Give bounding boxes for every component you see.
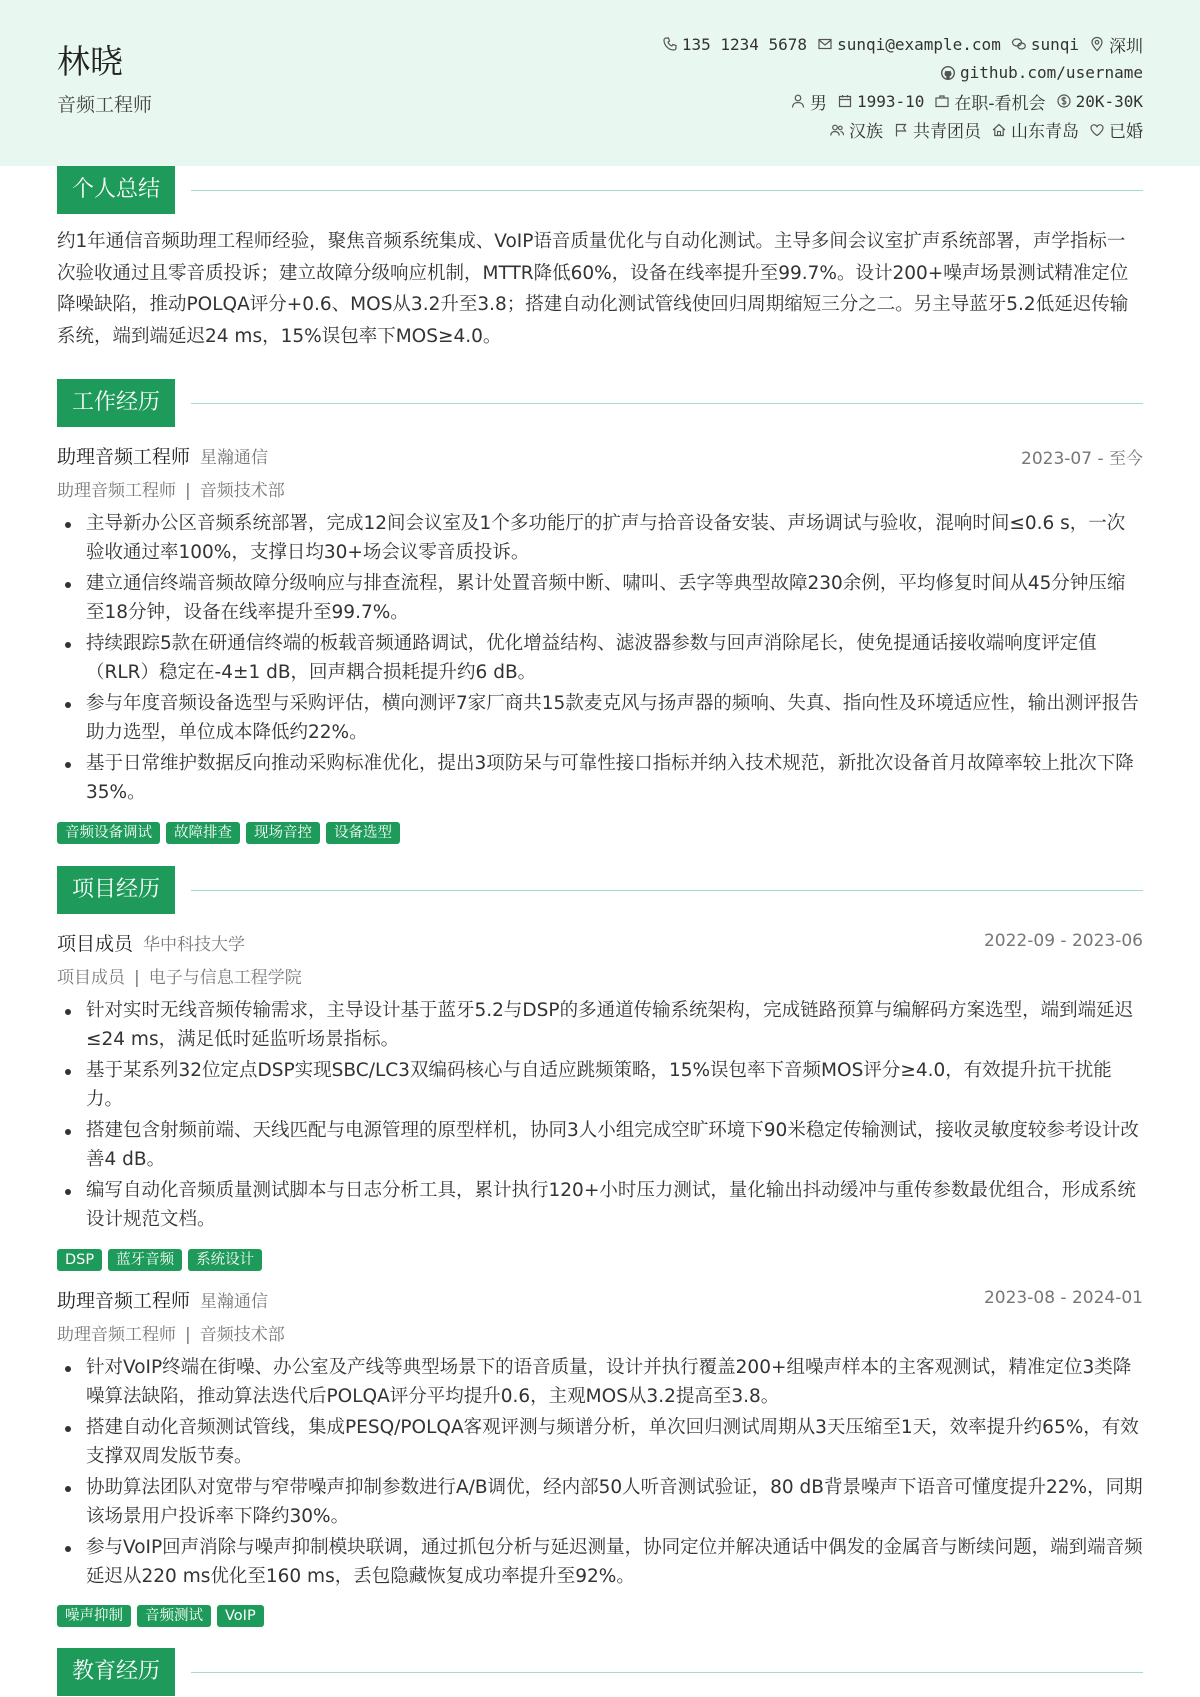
skill-tag: 故障排查 xyxy=(166,822,240,844)
email-text: sunqi@example.com xyxy=(837,34,1001,54)
list-item: 参与年度音频设备选型与采购评估，横向测评7家厂商共15款麦克风与扬声器的频响、失真、指向性及环境适应性，输出测评报告助力选型，单位成本降低约22%。 xyxy=(57,690,1143,747)
skill-tag: 现场音控 xyxy=(246,822,320,844)
section-title-summary: 个人总结 xyxy=(57,166,175,214)
list-item: 主导新办公区音频系统部署，完成12间会议室及1个多功能厅的扩声与拾音设备安装、声场调试与验收，混响时间≤0.6 s，一次验收通过率100%，支撑日均30+场会议零音质投诉。 xyxy=(57,510,1143,567)
list-item: 建立通信终端音频故障分级响应与排查流程，累计处置音频中断、啸叫、丢字等典型故障230余例，平均修复时间从45分钟压缩至18分钟，设备在线率提升至99.7%。 xyxy=(57,570,1143,627)
wechat-icon xyxy=(1011,36,1027,52)
project-entry-header xyxy=(57,1286,1143,1312)
job-date: 2023-07 - 至今 xyxy=(1021,449,1143,469)
gender xyxy=(790,89,827,114)
skill-tags xyxy=(57,822,400,844)
flag-icon xyxy=(893,122,909,138)
list-item: 搭建自动化音频测试管线，集成PESQ/POLQA客观评测与频谱分析，单次回归测试周期从3天压缩至1天，效率提升约65%，有效支撑双周发版节奏。 xyxy=(57,1414,1143,1471)
gender-text: 男 xyxy=(809,93,827,114)
coin-icon xyxy=(1056,93,1072,109)
project-org: 星瀚通信 xyxy=(200,1292,269,1312)
political-status xyxy=(893,117,981,142)
skill-tag: VoIP xyxy=(217,1605,264,1627)
email[interactable] xyxy=(817,35,1001,54)
marital-status-text: 已婚 xyxy=(1109,122,1143,143)
summary-section xyxy=(57,166,1143,214)
education-section xyxy=(57,1648,1143,1696)
summary-text: 约1年通信音频助理工程师经验，聚焦音频系统集成、VoIP语音质量优化与自动化测试。主导多间会议室扩声系统部署，声学指标一次验收通过且零音质投诉；建立故障分级响应机制，MTTR降低60%，设备在线率提升至99.7%。设计200+噪声场景测试精准定位降噪缺陷，推动POLQA评分+0.6、MOS从3.2升至3.8；搭建自动化测试管线使回归周期缩短三分之二。另主导蓝牙5.2低延迟传输系统，端到端延迟24 ms，15%误包率下MOS≥4.0。 xyxy=(57,231,1129,347)
project-department: 音频技术部 xyxy=(199,1325,285,1345)
contact-info xyxy=(652,30,1143,144)
resume-header xyxy=(0,0,1200,166)
job-subtitle xyxy=(57,476,285,501)
salary xyxy=(1056,92,1143,111)
birth-text: 1993-10 xyxy=(856,91,925,111)
project-department: 电子与信息工程学院 xyxy=(148,968,302,988)
skill-tag: DSP xyxy=(57,1249,102,1271)
list-item: 针对VoIP终端在街噪、办公室及产线等典型场景下的语音质量，设计并执行覆盖200+组噪声样本的主客观测试，精准定位3类降噪算法缺陷，推动算法迭代后POLQA评分平均提升0.6，主观MOS从3.2提高至3.8。 xyxy=(57,1354,1143,1411)
section-divider xyxy=(191,1672,1143,1673)
wechat[interactable] xyxy=(1011,35,1079,54)
heart-icon xyxy=(1089,122,1105,138)
phone[interactable] xyxy=(662,35,807,54)
project-entry-header xyxy=(57,929,1143,955)
github-text: github.com/username xyxy=(959,63,1143,83)
contact-row-3 xyxy=(652,87,1143,116)
project-position: 项目成员 xyxy=(57,968,125,988)
list-item: 参与VoIP回声消除与噪声抑制模块联调，通过抓包分析与延迟测量，协同定位并解决通话中偶发的金属音与断续问题，端到端音频延迟从220 ms优化至160 ms，丢包隐藏恢复成功率提升至92%。 xyxy=(57,1534,1143,1591)
github[interactable] xyxy=(940,63,1143,82)
ethnicity-text: 汉族 xyxy=(849,122,883,143)
list-item: 搭建包含射频前端、天线匹配与电源管理的原型样机，协同3人小组完成空旷环境下90米稳定传输测试，接收灵敏度较参考设计改善4 dB。 xyxy=(57,1117,1143,1174)
candidate-title: 音频工程师 xyxy=(57,94,153,116)
list-item: 基于日常维护数据反向推动采购标准优化，提出3项防呆与可靠性接口指标并纳入技术规范，新批次设备首月故障率较上批次下降35%。 xyxy=(57,750,1143,807)
skill-tags xyxy=(57,1605,264,1627)
candidate-name: 林晓 xyxy=(57,42,123,81)
job-department: 音频技术部 xyxy=(199,481,285,501)
list-item: 协助算法团队对宽带与窄带噪声抑制参数进行A/B调优，经内部50人听音测试验证，80 dB背景噪声下语音可懂度提升22%，同期该场景用户投诉率下降约30%。 xyxy=(57,1474,1143,1531)
project-date: 2023-08 - 2024-01 xyxy=(983,1288,1143,1308)
section-header xyxy=(57,379,1143,427)
contact-row-1 xyxy=(652,30,1143,59)
list-item: 针对实时无线音频传输需求，主导设计基于蓝牙5.2与DSP的多通道传输系统架构，完成链路预算与编解码方案选型，端到端延迟≤24 ms，满足低时延监听场景指标。 xyxy=(57,997,1143,1054)
section-title-work: 工作经历 xyxy=(57,379,175,427)
section-header xyxy=(57,166,1143,214)
phone-text: 135 1234 5678 xyxy=(681,34,808,54)
job-company: 星瀚通信 xyxy=(200,448,269,468)
project-subtitle xyxy=(57,1320,285,1345)
user-icon xyxy=(790,93,806,109)
location xyxy=(1089,32,1143,57)
skill-tag: 音频测试 xyxy=(137,1605,211,1627)
briefcase-icon xyxy=(934,93,950,109)
separator: | xyxy=(185,1325,191,1345)
job-role: 助理音频工程师 xyxy=(57,446,191,468)
mail-icon xyxy=(817,36,833,52)
section-divider xyxy=(191,890,1143,891)
location-text: 深圳 xyxy=(1109,36,1143,57)
project-role: 项目成员 xyxy=(57,933,134,955)
list-item: 基于某系列32位定点DSP实现SBC/LC3双编码核心与自适应跳频策略，15%误包率下音频MOS评分≥4.0，有效提升抗干扰能力。 xyxy=(57,1057,1143,1114)
list-item: 持续跟踪5款在研通信终端的板载音频通路调试，优化增益结构、滤波器参数与回声消除尾长，使免提通话接收端响度评定值（RLR）稳定在-4±1 dB，回声耦合损耗提升约6 dB。 xyxy=(57,630,1143,687)
separator: | xyxy=(185,481,191,501)
job-status xyxy=(934,89,1045,114)
marital-status xyxy=(1089,117,1143,142)
phone-icon xyxy=(662,36,678,52)
contact-row-2 xyxy=(652,59,1143,88)
job-position: 助理音频工程师 xyxy=(57,481,176,501)
skill-tags xyxy=(57,1249,262,1271)
location-pin-icon xyxy=(1089,36,1105,52)
project-bullets xyxy=(57,997,1143,1237)
section-title-projects: 项目经历 xyxy=(57,866,175,914)
skill-tag: 系统设计 xyxy=(188,1249,262,1271)
project-date: 2022-09 - 2023-06 xyxy=(983,931,1143,951)
projects-section xyxy=(57,866,1143,914)
skill-tag: 蓝牙音频 xyxy=(108,1249,182,1271)
work-section xyxy=(57,379,1143,427)
home-icon xyxy=(991,122,1007,138)
project-org: 华中科技大学 xyxy=(143,935,246,955)
salary-text: 20K-30K xyxy=(1075,91,1143,111)
users-icon xyxy=(829,122,845,138)
section-divider xyxy=(191,403,1143,404)
ethnicity xyxy=(829,117,883,142)
project-role: 助理音频工程师 xyxy=(57,1290,191,1312)
job-status-text: 在职-看机会 xyxy=(954,93,1046,114)
birth xyxy=(837,92,924,111)
section-divider xyxy=(191,190,1143,191)
separator: | xyxy=(134,968,140,988)
project-subtitle xyxy=(57,963,302,988)
skill-tag: 设备选型 xyxy=(326,822,400,844)
project-position: 助理音频工程师 xyxy=(57,1325,176,1345)
skill-tag: 噪声抑制 xyxy=(57,1605,131,1627)
work-entry-header xyxy=(57,442,1143,468)
calendar-icon xyxy=(837,93,853,109)
list-item: 编写自动化音频质量测试脚本与日志分析工具，累计执行120+小时压力测试，量化输出抖动缓冲与重传参数最优组合，形成系统设计规范文档。 xyxy=(57,1177,1143,1234)
section-header xyxy=(57,1648,1143,1696)
skill-tag: 音频设备调试 xyxy=(57,822,160,844)
section-header xyxy=(57,866,1143,914)
github-icon xyxy=(940,65,956,81)
political-status-text: 共青团员 xyxy=(913,122,981,143)
work-bullets xyxy=(57,510,1143,810)
contact-row-4 xyxy=(652,116,1143,145)
hometown-text: 山东青岛 xyxy=(1011,122,1079,143)
section-title-education: 教育经历 xyxy=(57,1648,175,1696)
hometown xyxy=(991,117,1079,142)
wechat-text: sunqi xyxy=(1030,34,1079,54)
project-bullets xyxy=(57,1354,1143,1594)
